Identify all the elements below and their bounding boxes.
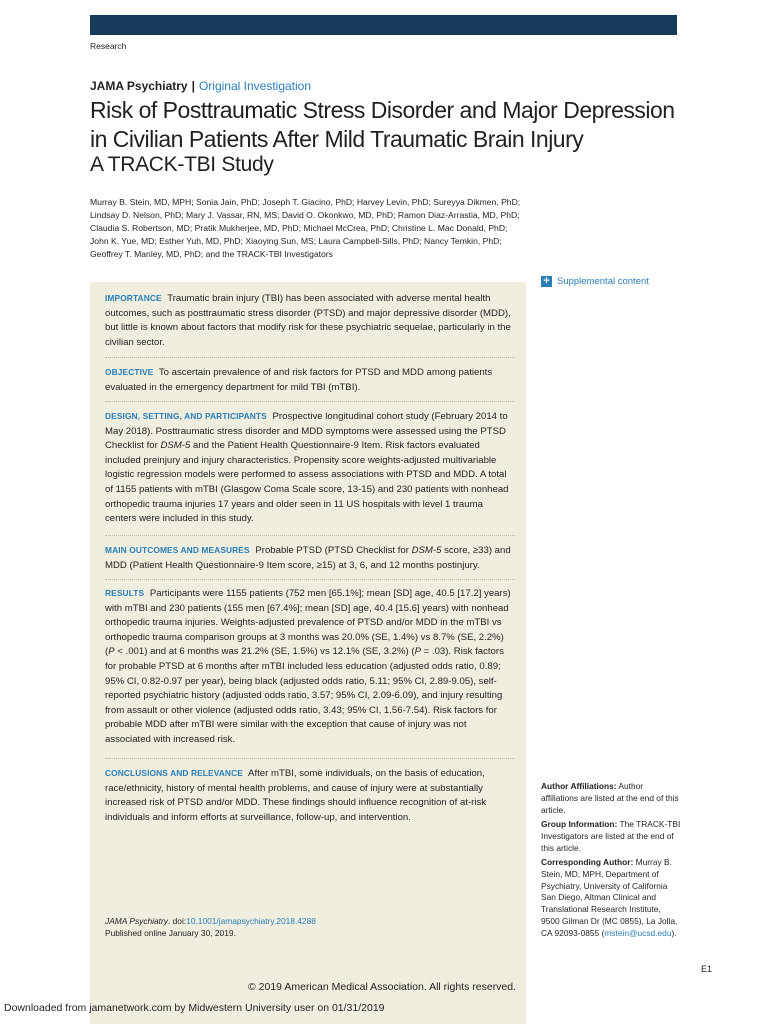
- section-label: Research: [90, 41, 127, 51]
- section-divider: [105, 535, 515, 536]
- objective-heading: OBJECTIVE: [105, 367, 154, 377]
- journal-separator: |: [191, 79, 195, 93]
- section-divider: [105, 357, 515, 358]
- plus-icon: +: [541, 276, 552, 287]
- group-information: [541, 819, 681, 854]
- results-text-b: < .001) and at 6 months was 21.2% (SE, 1.5%) vs 12.1% (SE, 3.2%) (: [114, 646, 415, 658]
- author-line: Murray B. Stein, MD, MPH; Sonia Jain, PhD; Joseph T. Giacino, PhD; Harvey Levin, PhD; Sureyya Dikmen, PhD;: [90, 197, 521, 207]
- abstract-conclusions: [105, 766, 515, 825]
- citation-journal: JAMA Psychiatry: [105, 916, 168, 926]
- corresponding-author: [541, 857, 681, 940]
- design-text-em: DSM-5: [160, 440, 191, 452]
- download-notice: Downloaded from jamanetwork.com by Midwestern University user on 01/31/2019: [4, 1002, 385, 1014]
- article-type[interactable]: Original Investigation: [198, 79, 312, 93]
- group-heading: Group Information:: [541, 819, 618, 829]
- results-p-value: P: [108, 646, 115, 658]
- author-line: Lindsay D. Nelson, PhD; Mary J. Vassar, RN, MS; David O. Okonkwo, MD, PhD; Ramon Diaz-Arrastia, MD, PhD;: [90, 210, 520, 220]
- article-subtitle: A TRACK-TBI Study: [90, 153, 274, 176]
- abstract-results: [105, 586, 515, 748]
- design-text-b: and the Patient Health Questionnaire-9 Item. Risk factors evaluated included preinjury and injury characteristics. Propensity score weights-adjusted multivariable logistic regression models were performed to assess associations with PTSD and MDD. A total of 1155 patients with mTBI (Glasgow Coma Scale score, 13-15) and 230 patients with nonhead orthopedic trauma injuries 17 years and older seen in 11 US hospitals with level 1 trauma centers were included in this study.: [105, 440, 509, 525]
- citation-doi-prefix: . doi:: [167, 916, 187, 926]
- author-affiliations: [541, 781, 681, 816]
- importance-text: Traumatic brain injury (TBI) has been associated with adverse mental health outcomes, such as posttraumatic stress disorder (PTSD) and major depressive disorder (MDD), but little is known about factors that modify risk for these psychiatric sequelae, particularly in the civilian sector.: [105, 293, 511, 348]
- citation: [105, 916, 515, 939]
- section-divider: [105, 401, 515, 402]
- results-heading: RESULTS: [105, 588, 145, 598]
- doi-link[interactable]: 10.1001/jamapsychiatry.2018.4288: [186, 916, 316, 926]
- affiliations-heading: Author Affiliations:: [541, 781, 617, 791]
- corresponding-text: Murray B. Stein, MD, MPH, Department of Psychiatry, University of California San Diego, Altman Clinical and Translational Research Institute, 9500 Gilman Dr (MC 0855), La Jolla, CA 92093-0855 (: [541, 857, 678, 938]
- conclusions-heading: CONCLUSIONS AND RELEVANCE: [105, 768, 243, 778]
- author-line: John K. Yue, MD; Esther Yuh, MD, PhD; Xiaoying Sun, MS; Laura Campbell-Sills, PhD; Nancy Temkin, PhD;: [90, 236, 502, 246]
- section-divider: [105, 758, 515, 759]
- abstract-design: [105, 409, 515, 527]
- page-number: E1: [701, 964, 713, 974]
- objective-text: To ascertain prevalence of and risk factors for PTSD and MDD among patients evaluated in the emergency department for mild TBI (mTBI).: [105, 367, 493, 393]
- abstract-importance: [105, 291, 515, 350]
- outcomes-text-b: score, ≥33) and MDD (Patient Health Questionnaire-9 Item score, ≥15) at 3, 6, and 12 months postinjury.: [105, 545, 511, 571]
- corresponding-heading: Corresponding Author:: [541, 857, 634, 867]
- section-divider: [105, 579, 515, 580]
- author-list: [90, 196, 530, 261]
- copyright: © 2019 American Medical Association. All rights reserved.: [248, 981, 517, 993]
- author-line: Geoffrey T. Manley, MD, PhD; and the TRACK-TBI Investigators: [90, 249, 333, 259]
- results-p-value: P: [414, 646, 421, 658]
- outcomes-text-em: DSM-5: [411, 545, 442, 556]
- header-bar: [90, 15, 677, 35]
- design-text-a: Prospective longitudinal cohort study (February 2014 to May 2018). Posttraumatic stress disorder and MDD symptoms were assessed using the PTSD Checklist for: [105, 411, 508, 452]
- conclusions-text: After mTBI, some individuals, on the basis of education, race/ethnicity, history of mental health problems, and cause of injury were at substantially increased risk of PTSD and/or MDD. These findings should influence recognition of at-risk individuals and inform efforts at surveillance, follow-up, and intervention.: [105, 768, 487, 823]
- outcomes-text-a: Probable PTSD (PTSD Checklist for: [255, 545, 412, 556]
- supplemental-content-link[interactable]: [541, 276, 649, 287]
- journal-line: [90, 79, 311, 93]
- supplemental-label: Supplemental content: [557, 276, 649, 287]
- affiliations-text: Author affiliations are listed at the end of this article.: [541, 781, 679, 815]
- importance-heading: IMPORTANCE: [105, 293, 162, 303]
- author-line: Claudia S. Robertson, MD; Pratik Mukherjee, MD, PhD; Michael McCrea, PhD; Christine L. Mac Donald, PhD;: [90, 223, 508, 233]
- published-date: Published online January 30, 2019.: [105, 927, 236, 938]
- article-title: Risk of Posttraumatic Stress Disorder and Major Depression in Civilian Patients After Mild Traumatic Brain Injury: [90, 97, 675, 152]
- corresponding-close: ).: [671, 927, 677, 938]
- outcomes-heading: MAIN OUTCOMES AND MEASURES: [105, 545, 250, 555]
- email-link[interactable]: mstein@ucsd.edu: [604, 927, 672, 938]
- abstract-objective: [105, 365, 515, 395]
- group-text: The TRACK-TBI Investigators are listed at the end of this article.: [541, 819, 681, 853]
- results-text-a: Participants were 1155 patients (752 men [65.1%]; mean [SD] age, 40.5 [17.2] years) with mTBI and 230 patients (155 men [67.4%]; mean [SD] age, 40.4 [15.6] years) with nonhead orthopedic trauma injuries. Weights-adjusted prevalence of PTSD and/or MDD in the mTBI vs orthopedic trauma comparison groups at 3 months was 20.0% (SE, 1.4%) vs 8.7% (SE, 2.2%) (: [105, 588, 511, 658]
- design-heading: DESIGN, SETTING, AND PARTICIPANTS: [105, 411, 267, 421]
- abstract-outcomes: [105, 543, 515, 573]
- results-text-c: = .03). Risk factors for probable PTSD at 6 months after mTBI included less education (adjusted odds ratio, 0.89; 95% CI, 0.82-0.97 per year), being black (adjusted odds ratio, 5.11; 95% CI, 2.89-9.05), self-reported psychiatric history (adjusted odds ratio, 3.57; 95% CI, 2.09-6.09), and injury resulting from assault or other violence (adjusted odds ratio, 3.43; 95% CI, 1.56-7.54). Risk factors for probable MDD after mTBI were similar with the exception that cause of injury was not associated with increased risk.: [105, 646, 504, 745]
- journal-name: JAMA Psychiatry: [90, 79, 188, 93]
